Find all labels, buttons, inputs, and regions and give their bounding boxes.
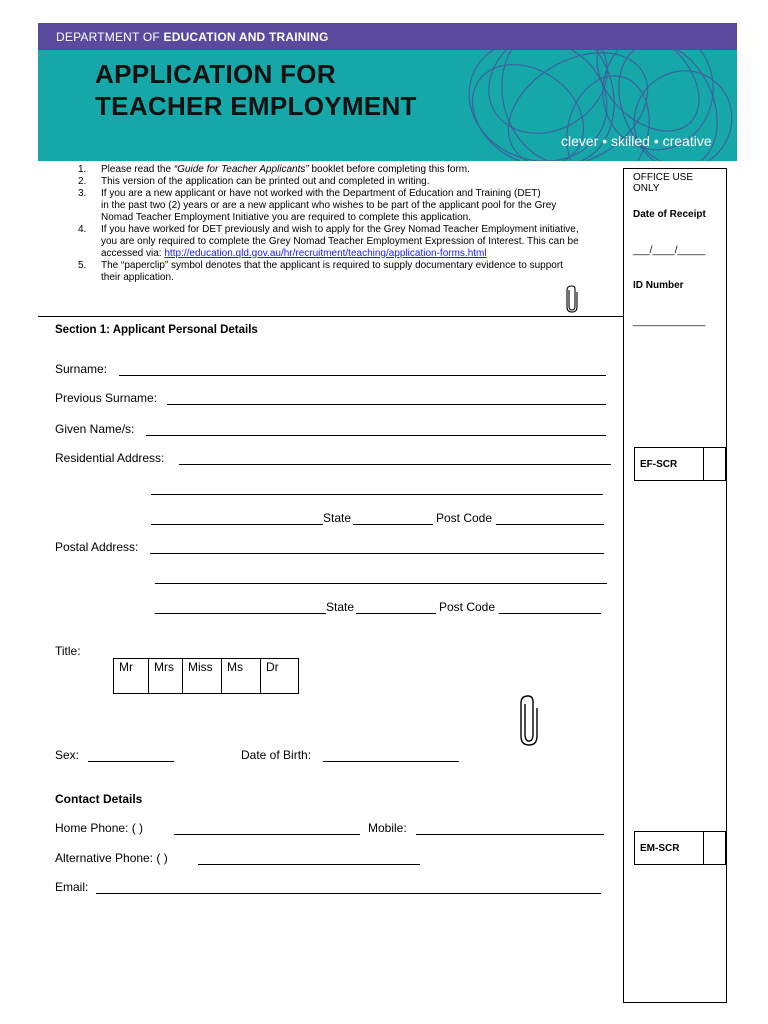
residential-state-label: State <box>323 511 352 525</box>
instruction-number: 5. <box>78 260 87 271</box>
form-title-line2: TEACHER EMPLOYMENT <box>95 91 417 121</box>
postal-address-label: Postal Address: <box>55 540 139 554</box>
instruction-number: 3. <box>78 188 87 199</box>
id-number-field[interactable]: _____________ <box>633 316 706 327</box>
paperclip-icon <box>564 285 580 313</box>
ef-scr-box[interactable]: EF-SCR <box>634 447 726 481</box>
date-of-receipt-label: Date of Receipt <box>633 209 706 220</box>
alternative-phone-input[interactable] <box>198 864 420 865</box>
instruction-3: If you are a new applicant or have not worked with the Department of Education and Training (DET) in the past two (2) years or are a new applicant who wishes to be part of the applicant pool for the Grey Nomad Teacher Employment Initiative you are required to complete this application. <box>101 188 557 223</box>
date-of-birth-input[interactable] <box>323 761 459 762</box>
section-divider <box>38 316 623 317</box>
postal-state-input[interactable] <box>356 613 436 614</box>
residential-address-input-2[interactable] <box>151 494 603 495</box>
email-input[interactable] <box>96 893 601 894</box>
office-use-heading: OFFICE USE ONLY <box>633 172 694 194</box>
postal-post-code-label: Post Code <box>439 600 496 614</box>
sex-label: Sex: <box>55 748 80 762</box>
home-phone-input[interactable] <box>174 834 360 835</box>
department-name: DEPARTMENT OF EDUCATION AND TRAINING <box>56 30 329 44</box>
office-use-panel <box>623 168 727 1003</box>
residential-post-code-input[interactable] <box>496 524 604 525</box>
postal-post-code-input[interactable] <box>499 613 601 614</box>
home-phone-label: Home Phone: ( ) <box>55 821 144 835</box>
title-option-ms[interactable]: Ms <box>222 659 261 694</box>
application-forms-link[interactable]: http://education.qld.gov.au/hr/recruitment/teaching/application-forms.html <box>164 247 487 259</box>
residential-state-input[interactable] <box>353 524 433 525</box>
department-bar <box>38 23 737 50</box>
email-label: Email: <box>55 880 89 894</box>
mobile-input[interactable] <box>416 834 604 835</box>
surname-input[interactable] <box>119 375 606 376</box>
section-1-heading: Section 1: Applicant Personal Details <box>55 324 258 336</box>
postal-address-input-2[interactable] <box>155 583 607 584</box>
title-banner <box>38 50 737 161</box>
instruction-5: The “paperclip” symbol denotes that the applicant is required to supply documentary evidence to support their application. <box>101 260 563 283</box>
em-scr-box[interactable]: EM-SCR <box>634 831 726 865</box>
title-option-mr[interactable]: Mr <box>114 659 149 694</box>
residential-address-input-1[interactable] <box>179 464 611 465</box>
mobile-label: Mobile: <box>368 821 407 835</box>
contact-details-heading: Contact Details <box>55 792 143 806</box>
given-names-label: Given Name/s: <box>55 422 135 436</box>
tagline: clever • skilled • creative <box>561 133 712 149</box>
previous-surname-label: Previous Surname: <box>55 391 158 405</box>
title-option-dr[interactable]: Dr <box>261 659 299 694</box>
date-of-birth-label: Date of Birth: <box>241 748 312 762</box>
instruction-number: 2. <box>78 176 87 187</box>
postal-suburb-input[interactable] <box>155 613 326 614</box>
instruction-1: Please read the “Guide for Teacher Applicants” booklet before completing this form. <box>101 164 470 175</box>
postal-state-label: State <box>326 600 355 614</box>
title-option-miss[interactable]: Miss <box>183 659 222 694</box>
given-names-input[interactable] <box>146 435 606 436</box>
title-option-mrs[interactable]: Mrs <box>149 659 183 694</box>
instruction-number: 4. <box>78 224 87 235</box>
form-title-line1: APPLICATION FOR <box>95 59 336 89</box>
date-of-receipt-field[interactable]: ___/____/_____ <box>633 245 706 256</box>
residential-address-label: Residential Address: <box>55 451 165 465</box>
postal-address-input-1[interactable] <box>150 553 604 554</box>
surname-label: Surname: <box>55 362 108 376</box>
instruction-2: This version of the application can be printed out and completed in writing. <box>101 176 430 187</box>
residential-suburb-input[interactable] <box>151 524 323 525</box>
alternative-phone-label: Alternative Phone: ( ) <box>55 851 168 865</box>
title-label: Title: <box>55 644 81 658</box>
paperclip-icon <box>516 694 542 748</box>
instruction-4: If you have worked for DET previously and wish to apply for the Grey Nomad Teacher Employment initiative, you are only required to complete the Grey Nomad Teacher Employment Expression of Interest. This can be accessed via: http://education.qld.gov.au/hr/recruitment/teaching/application-forms.html <box>101 224 579 259</box>
instruction-number: 1. <box>78 164 87 175</box>
residential-post-code-label: Post Code <box>436 511 493 525</box>
sex-input[interactable] <box>88 761 174 762</box>
previous-surname-input[interactable] <box>167 404 606 405</box>
id-number-label: ID Number <box>633 280 684 291</box>
title-options-table <box>113 658 299 694</box>
